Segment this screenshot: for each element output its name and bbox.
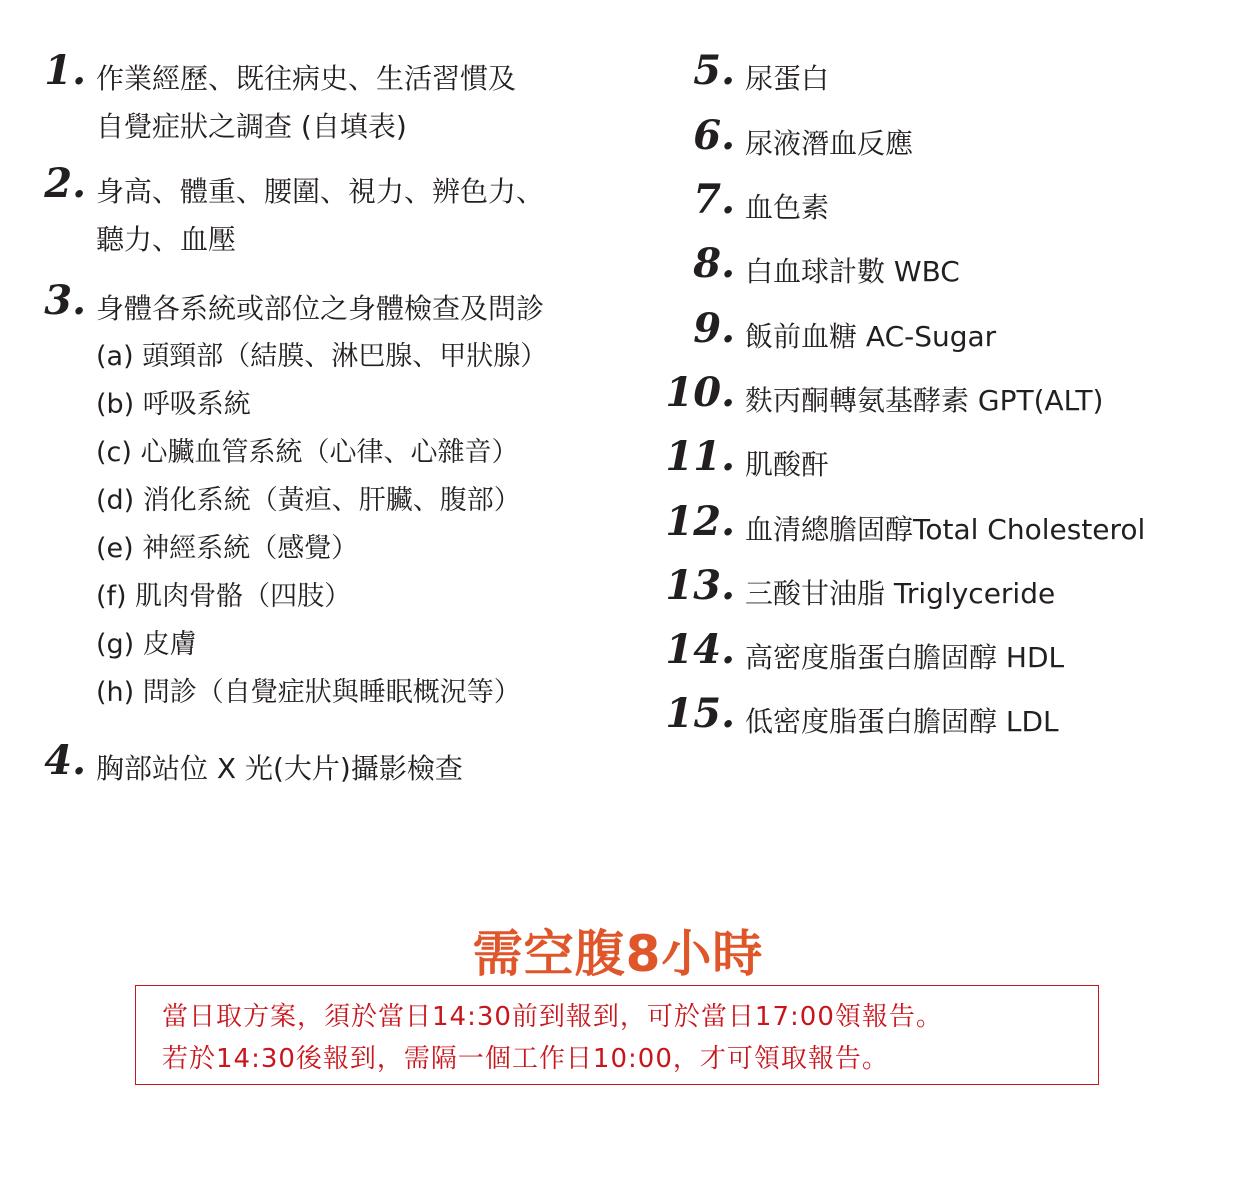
item-text-continued: 自覺症狀之調查 (自填表): [96, 110, 407, 143]
item-number: 12.: [665, 498, 735, 545]
sub-item-f: (f) 肌肉骨骼（四肢）: [96, 581, 352, 612]
item-number: 4.: [44, 737, 86, 784]
item-text: 作業經歷、既往病史、生活習慣及: [96, 62, 517, 95]
exam-item-5: [693, 47, 830, 103]
exam-item-8: [693, 240, 960, 296]
exam-item-11: [665, 433, 830, 489]
exam-item-12: [665, 498, 1146, 554]
item-text: 飯前血糖 AC-Sugar: [745, 320, 997, 353]
exam-item-13: [665, 562, 1056, 618]
notice-line-1: 當日取方案，須於當日14:30前到報到，可於當日17:00領報告。: [162, 1002, 943, 1032]
item-text: 麩丙酮轉氨基酵素 GPT(ALT): [745, 384, 1104, 417]
sub-item-h: (h) 問診（自覺症狀與睡眠概況等）: [96, 677, 521, 708]
report-notice-box: [135, 985, 1099, 1085]
sub-item-e: (e) 神經系統（感覺）: [96, 533, 359, 564]
exam-item-10: [665, 369, 1104, 425]
item-text: 肌酸酐: [745, 448, 830, 481]
exam-item-15: [665, 690, 1059, 746]
item-number: 3.: [44, 277, 86, 324]
item-number: 10.: [665, 369, 735, 416]
item-number: 6.: [693, 112, 735, 159]
sub-item-c: (c) 心臟血管系統（心律、心雜音）: [96, 437, 519, 468]
fasting-title: 需空腹8小時: [472, 925, 764, 983]
exam-item-7: [693, 176, 830, 232]
sub-item-d: (d) 消化系統（黃疸、肝臟、腹部）: [96, 485, 521, 516]
item-number: 9.: [693, 305, 735, 352]
exam-item-3: [44, 277, 548, 717]
item-number: 7.: [693, 176, 735, 223]
item-text: 低密度脂蛋白膽固醇 LDL: [745, 705, 1059, 738]
item-text: 三酸甘油脂 Triglyceride: [745, 577, 1056, 610]
item-text: 身高、體重、腰圍、視力、辨色力、: [96, 175, 545, 208]
item-number: 5.: [693, 47, 735, 94]
item-text: 血清總膽固醇Total Cholesterol: [745, 513, 1146, 546]
item-text: 白血球計數 WBC: [745, 255, 960, 288]
item-text: 身體各系統或部位之身體檢查及問診: [96, 292, 545, 325]
exam-item-14: [665, 626, 1065, 682]
exam-item-2: [44, 160, 545, 264]
item-text: 胸部站位 X 光(大片)攝影檢查: [96, 752, 463, 785]
exam-item-1: [44, 47, 517, 151]
item-number: 2.: [44, 160, 86, 207]
item-text: 尿液潛血反應: [745, 127, 914, 160]
item-number: 15.: [665, 690, 735, 737]
item-text: 尿蛋白: [745, 62, 830, 95]
item-text: 血色素: [745, 191, 830, 224]
item-number: 14.: [665, 626, 735, 673]
item-number: 13.: [665, 562, 735, 609]
sub-item-a: (a) 頭頸部（結膜、淋巴腺、甲狀腺）: [96, 341, 548, 372]
item-text-continued: 聽力、血壓: [96, 223, 237, 256]
exam-item-6: [693, 112, 914, 168]
item-number: 11.: [665, 433, 735, 480]
item-number: 8.: [693, 240, 735, 287]
exam-item-4: [44, 737, 463, 793]
exam-item-9: [693, 305, 997, 361]
item-text: 高密度脂蛋白膽固醇 HDL: [745, 641, 1065, 674]
sub-item-g: (g) 皮膚: [96, 629, 197, 660]
item-number: 1.: [44, 47, 86, 94]
notice-line-2: 若於14:30後報到，需隔一個工作日10:00，才可領取報告。: [162, 1044, 889, 1074]
sub-item-b: (b) 呼吸系統: [96, 389, 251, 420]
